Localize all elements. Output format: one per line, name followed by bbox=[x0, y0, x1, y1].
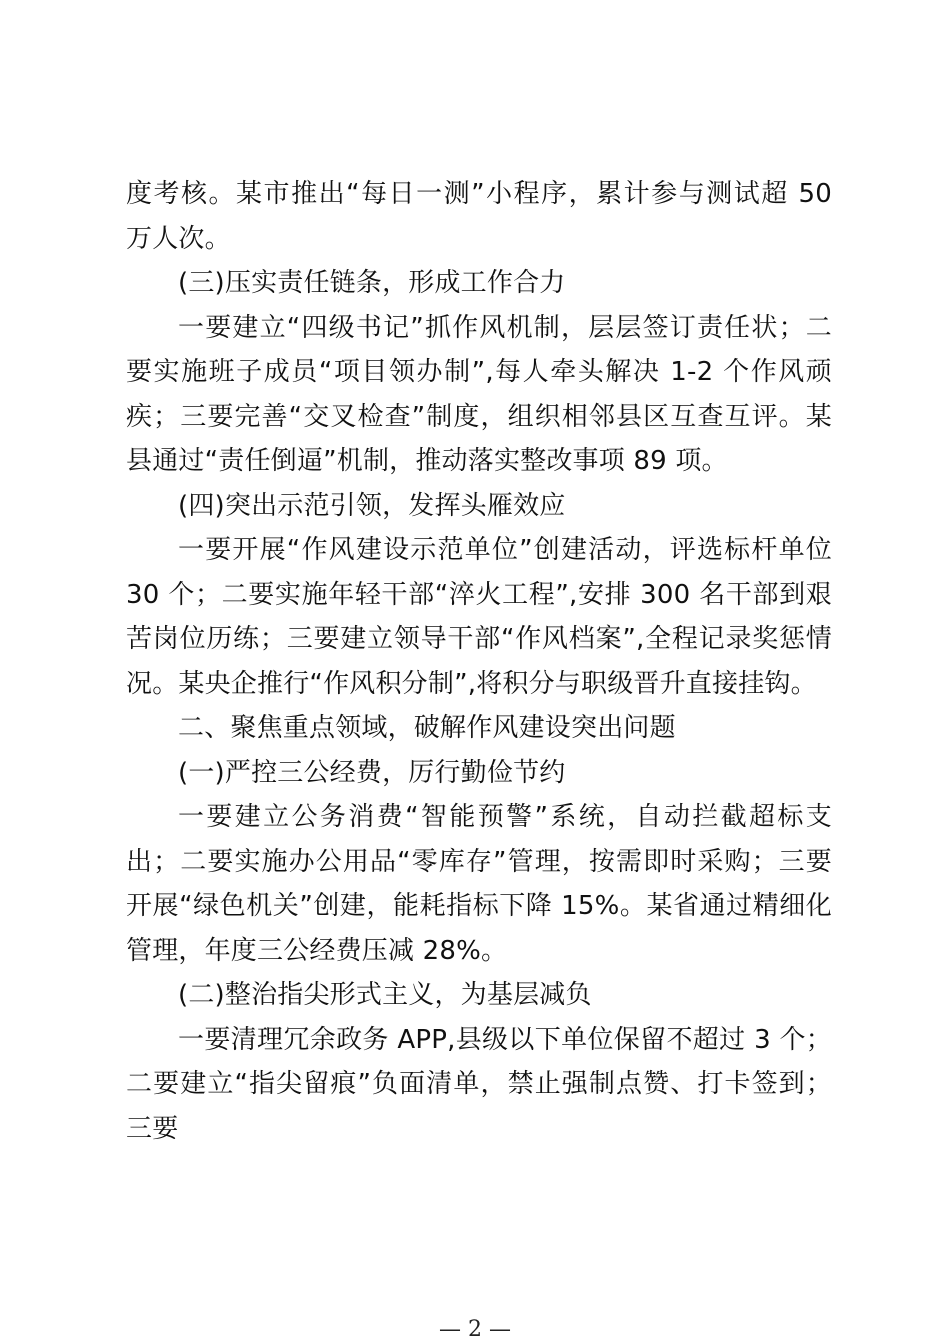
paragraph-fingertip-formalism: 一要清理冗余政务 APP,县级以下单位保留不超过 3 个；二要建立“指尖留痕”负面清单，禁止强制点赞、打卡签到；三要 bbox=[126, 1024, 832, 1144]
document-body bbox=[126, 172, 832, 1151]
paragraph-demonstration: 一要开展“作风建设示范单位”创建活动，评选标杆单位 30 个；二要实施年轻干部“淬火工程”,安排 300 名干部到艰苦岗位历练；三要建立领导干部“作风档案”,全程记录奖惩情况。某央企推行“作风积分制”,将积分与职级晋升直接挂钩。 bbox=[126, 535, 832, 699]
section-heading-3: (三)压实责任链条，形成工作合力 bbox=[178, 268, 566, 298]
section-heading-1: (一)严控三公经费，厉行勤俭节约 bbox=[178, 757, 566, 788]
paragraph-continuation: 度考核。某市推出“每日一测”小程序，累计参与测试超 50 万人次。 bbox=[126, 179, 832, 254]
section-heading-4: (四)突出示范引领，发挥头雁效应 bbox=[178, 490, 566, 521]
paragraph-responsibility: 一要建立“四级书记”抓作风机制，层层签订责任状；二要实施班子成员“项目领办制”,每人牵头解决 1-2 个作风顽疾；三要完善“交叉检查”制度，组织相邻县区互查互评。某县通过“责任倒逼”机制，推动落实整改事项 89 项。 bbox=[126, 312, 832, 476]
chapter-heading-2: 二、聚焦重点领域，破解作风建设突出问题 bbox=[178, 713, 676, 743]
page-number: — 2 — bbox=[439, 1317, 511, 1342]
section-heading-2: (二)整治指尖形式主义，为基层减负 bbox=[178, 980, 592, 1010]
paragraph-expenses: 一要建立公务消费“智能预警”系统，自动拦截超标支出；二要实施办公用品“零库存”管理，按需即时采购；三要开展“绿色机关”创建，能耗指标下降 15%。某省通过精细化管理，年度三公经费压减 28%。 bbox=[126, 802, 832, 966]
